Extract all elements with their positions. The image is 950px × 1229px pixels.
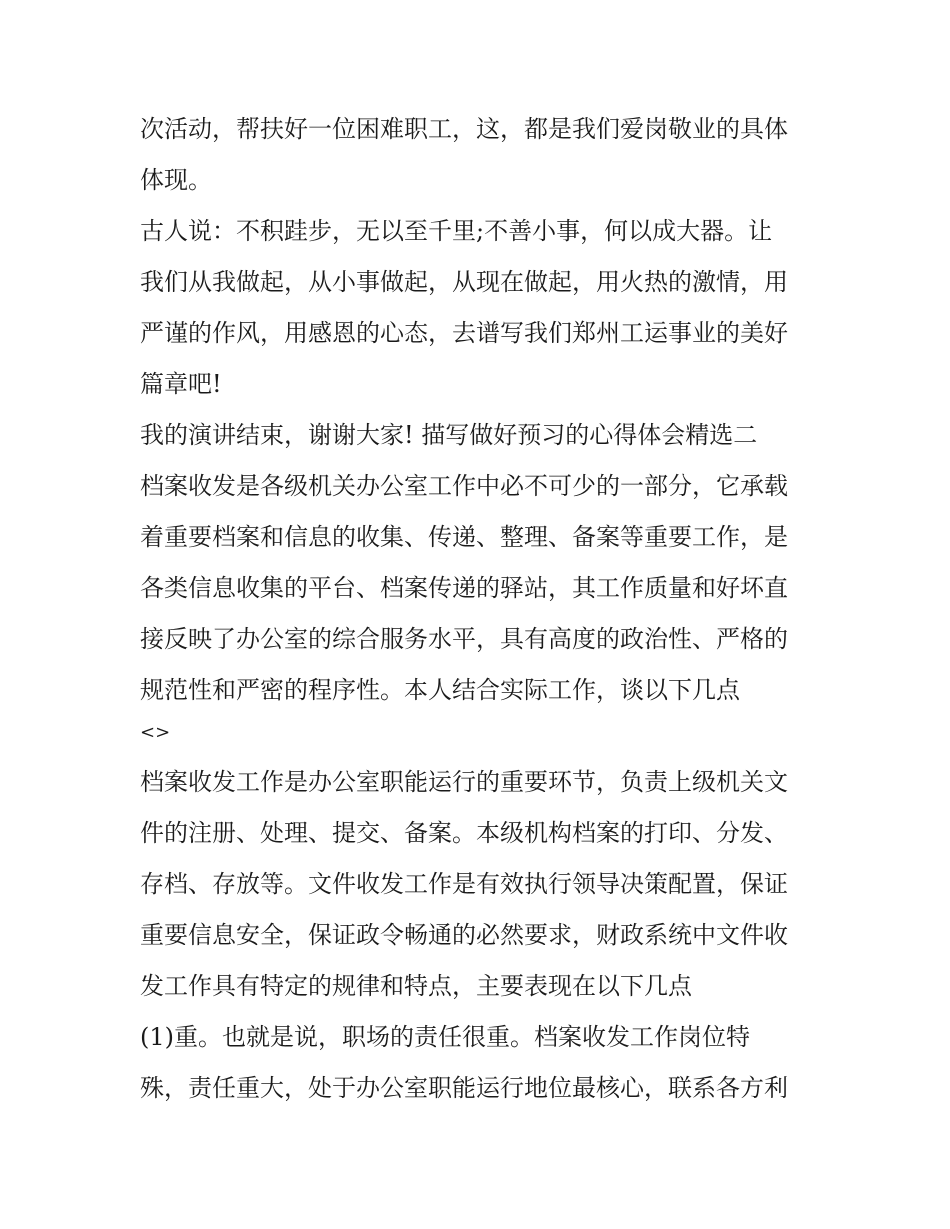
text-line: 档案收发工作是办公室职能运行的重要环节，负责上级机关文 (140, 768, 788, 796)
text-line: 接反映了办公室的综合服务水平，具有高度的政治性、严格的 (140, 625, 788, 653)
text-line: 档案收发是各级机关办公室工作中必不可少的一部分，它承载 (140, 472, 788, 500)
text-line: 殊，责任重大，处于办公室职能运行地位最核心，联系各方利 (140, 1074, 788, 1102)
text-line: 存档、存放等。文件收发工作是有效执行领导决策配置，保证 (140, 870, 788, 898)
text-line: 各类信息收集的平台、档案传递的驿站，其工作质量和好坏直 (140, 574, 788, 602)
text-line: 次活动，帮扶好一位困难职工，这，都是我们爱岗敬业的具体 (140, 115, 788, 143)
text-line: 我们从我做起，从小事做起，从现在做起，用火热的激情，用 (140, 268, 788, 296)
text-line: <> (140, 722, 171, 743)
text-line: 规范性和严密的程序性。本人结合实际工作，谈以下几点 (140, 676, 740, 704)
text-line: 古人说：不积跬步，无以至千里;不善小事，何以成大器。让 (140, 217, 773, 245)
text-line: 篇章吧! (140, 370, 222, 398)
text-line: 发工作具有特定的规律和特点，主要表现在以下几点 (140, 972, 692, 1000)
text-line: 体现。 (140, 166, 212, 194)
text-line: (1)重。也就是说，职场的责任很重。档案收发工作岗位特 (140, 1023, 750, 1051)
text-line: 我的演讲结束，谢谢大家! 描写做好预习的心得体会精选二 (140, 421, 758, 449)
text-line: 严谨的作风，用感恩的心态，去谱写我们郑州工运事业的美好 (140, 319, 788, 347)
text-line: 着重要档案和信息的收集、传递、整理、备案等重要工作，是 (140, 523, 788, 551)
text-line: 重要信息安全，保证政令畅通的必然要求，财政系统中文件收 (140, 921, 788, 949)
text-line: 件的注册、处理、提交、备案。本级机构档案的打印、分发、 (140, 819, 788, 847)
